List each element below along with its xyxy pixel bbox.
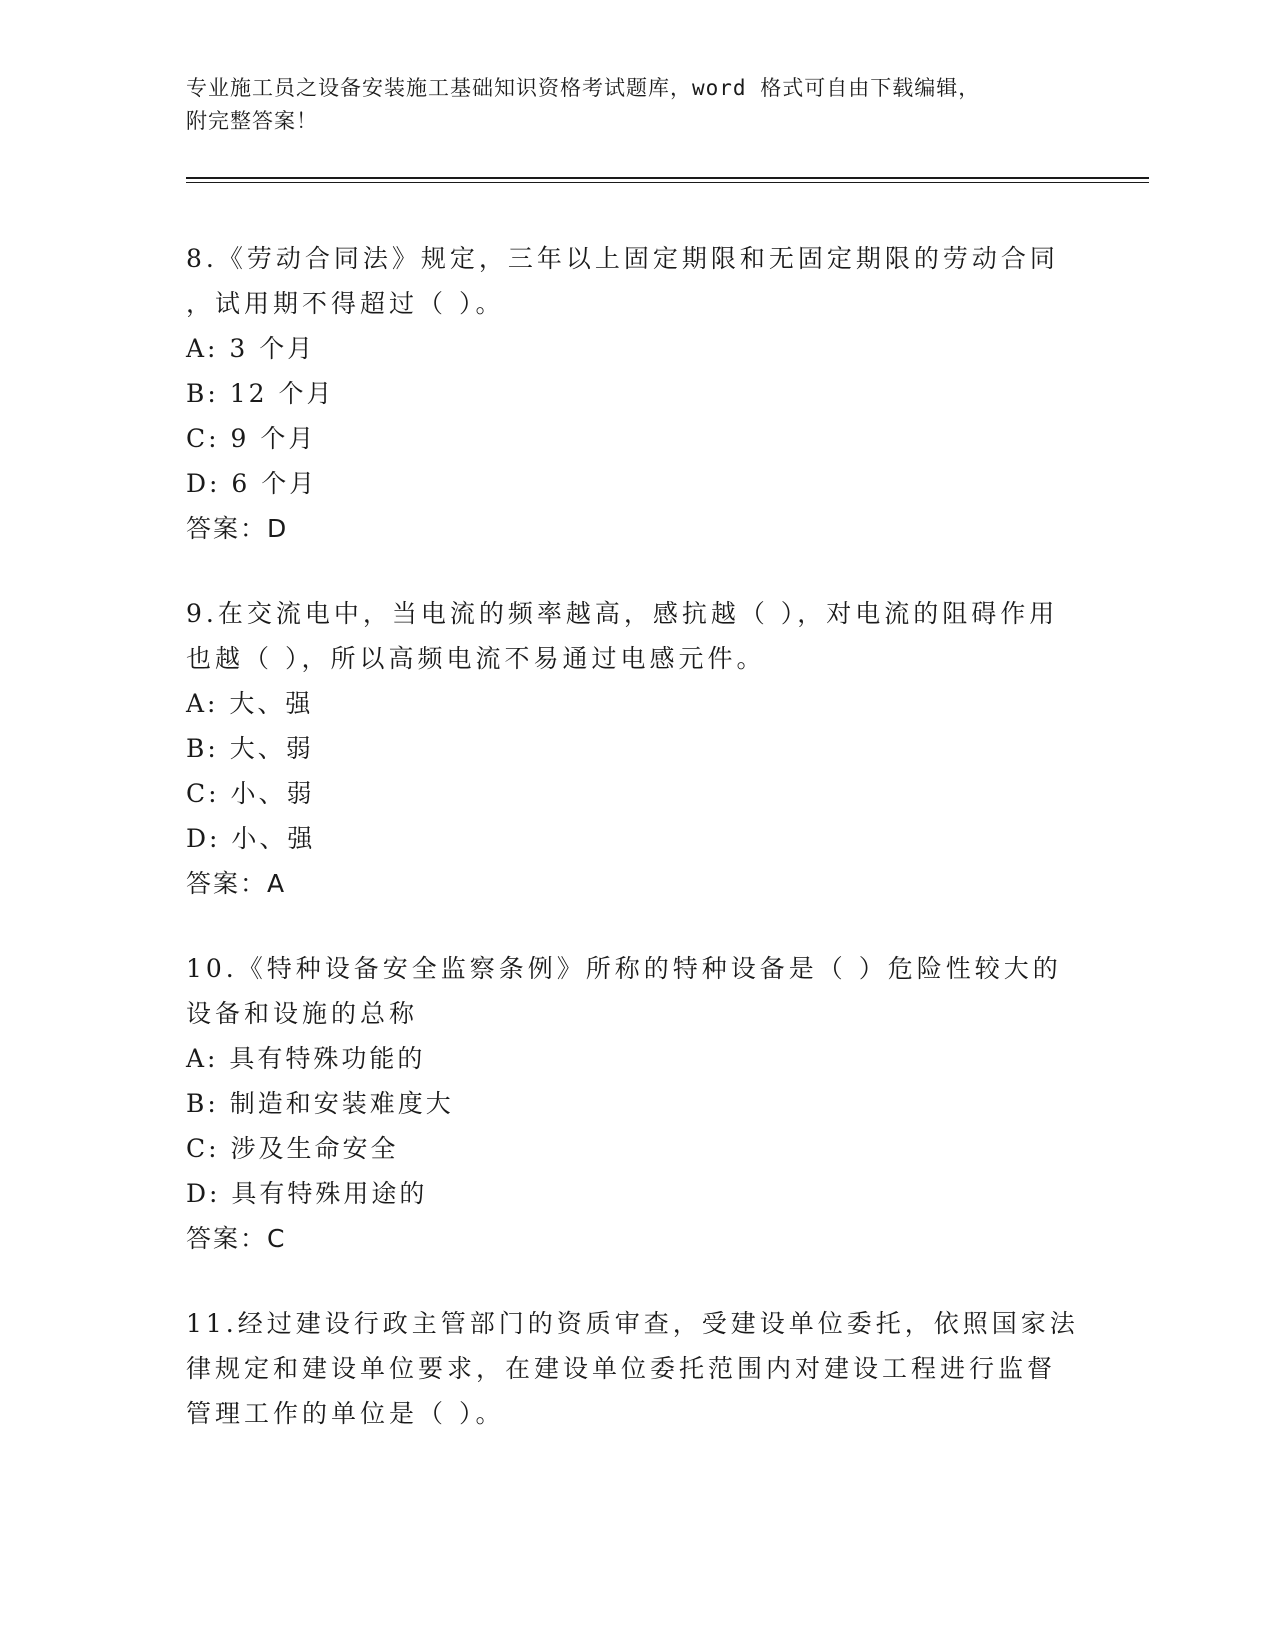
question-8 xyxy=(186,236,1086,551)
option-a: A: 具有特殊功能的 xyxy=(186,1044,426,1073)
question-text-line: ，试用期不得超过（ ）。 xyxy=(186,289,505,318)
question-9 xyxy=(186,591,1086,906)
option-b: B: 大、弱 xyxy=(186,734,314,763)
question-text-line: 也越（ ），所以高频电流不易通过电感元件。 xyxy=(186,644,766,673)
question-text-line: 9.在交流电中，当电流的频率越高，感抗越（ ），对电流的阻碍作用 xyxy=(186,599,1059,628)
option-b: B: 制造和安装难度大 xyxy=(186,1089,454,1118)
option-c: C: 小、弱 xyxy=(186,779,315,808)
answer-label: 答案：C xyxy=(186,1224,287,1253)
question-list xyxy=(186,236,1086,1476)
option-a: A: 3 个月 xyxy=(186,334,316,363)
option-d: D: 小、强 xyxy=(186,824,316,853)
option-d: D: 具有特殊用途的 xyxy=(186,1179,428,1208)
question-text-line: 8.《劳动合同法》规定，三年以上固定期限和无固定期限的劳动合同 xyxy=(186,244,1059,273)
answer-label: 答案：A xyxy=(186,869,287,898)
question-text-line: 11.经过建设行政主管部门的资质审查，受建设单位委托，依照国家法 xyxy=(186,1309,1079,1338)
question-text-line: 律规定和建设单位要求，在建设单位委托范围内对建设工程进行监督 xyxy=(186,1354,1057,1383)
document-header xyxy=(186,72,1066,138)
question-text-line: 管理工作的单位是（ ）。 xyxy=(186,1399,505,1428)
option-c: C: 9 个月 xyxy=(186,424,317,453)
option-b: B: 12 个月 xyxy=(186,379,335,408)
option-a: A: 大、强 xyxy=(186,689,314,718)
header-divider-thick xyxy=(186,177,1149,179)
question-10 xyxy=(186,946,1086,1261)
header-line-1: 专业施工员之设备安装施工基础知识资格考试题库，word 格式可自由下载编辑， xyxy=(186,76,981,100)
header-divider-thin xyxy=(186,182,1149,183)
option-d: D: 6 个月 xyxy=(186,469,318,498)
question-11 xyxy=(186,1301,1086,1436)
header-line-2: 附完整答案！ xyxy=(186,109,318,133)
answer-label: 答案：D xyxy=(186,514,289,543)
question-text-line: 10.《特种设备安全监察条例》所称的特种设备是（ ）危险性较大的 xyxy=(186,954,1062,983)
question-text-line: 设备和设施的总称 xyxy=(186,999,419,1028)
option-c: C: 涉及生命安全 xyxy=(186,1134,399,1163)
